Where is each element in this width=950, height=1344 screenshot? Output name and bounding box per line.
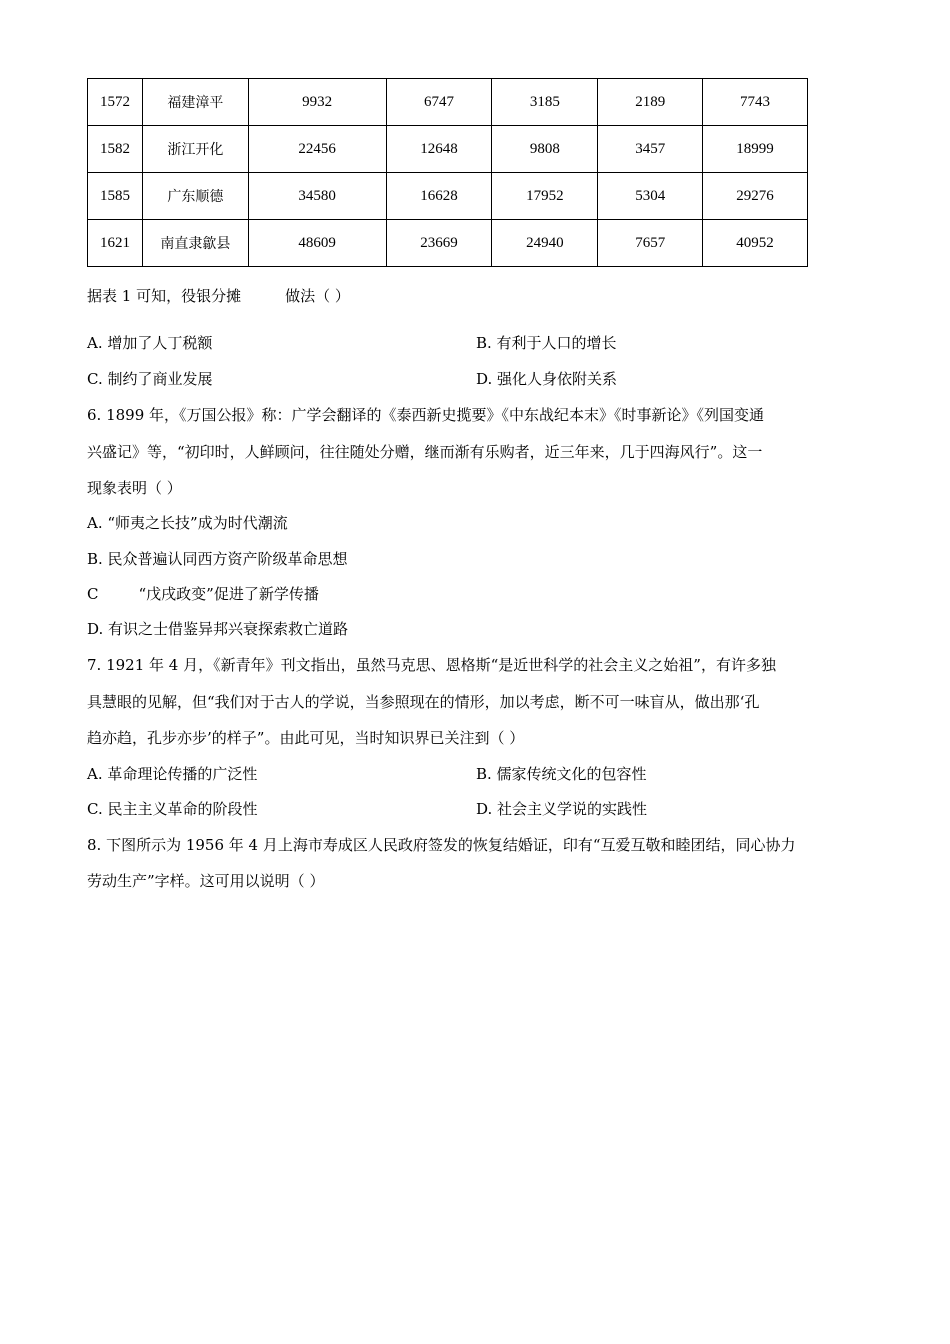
- table-cell: 1572: [88, 79, 143, 126]
- table-cell: 24940: [492, 220, 598, 267]
- table-cell: 5304: [598, 173, 703, 220]
- q6-option-a: A. “师夷之长技”成为时代潮流: [87, 514, 288, 532]
- q7-option-b: B. 儒家传统文化的包容性: [476, 765, 647, 783]
- q5-option-c: C. 制约了商业发展: [87, 370, 213, 388]
- table-cell: 3457: [598, 126, 703, 173]
- q5-option-a: A. 增加了人丁税额: [87, 334, 213, 352]
- table-cell: 1621: [88, 220, 143, 267]
- table-cell: 34580: [248, 173, 386, 220]
- table-cell: 18999: [703, 126, 808, 173]
- table-cell: 浙江开化: [142, 126, 248, 173]
- table-cell: 1582: [88, 126, 143, 173]
- table-cell: 22456: [248, 126, 386, 173]
- q6-option-b: B. 民众普遍认同西方资产阶级革命思想: [87, 550, 348, 568]
- q7-stem-line-1: 7. 1921 年 4 月，《新青年》刊文指出，虽然马克思、恩格斯“是近世科学的社会主义之始祖”，有许多独: [87, 656, 776, 674]
- q7-stem-line-2: 具慧眼的见解，但“我们对于古人的学说，当参照现在的情形，加以考虑，断不可一味盲从，做出那‘孔: [87, 693, 760, 711]
- q7-stem-line-3: 趋亦趋，孔步亦步’的样子”。由此可见，当时知识界已关注到（ ）: [87, 729, 525, 747]
- q5-stem-part-a: 据表 1 可知，役银分摊: [87, 287, 242, 305]
- table-row: [88, 220, 808, 267]
- q7-option-a: A. 革命理论传播的广泛性: [87, 765, 258, 783]
- q8-stem-line-1: 8. 下图所示为 1956 年 4 月上海市寿成区人民政府签发的恢复结婚证，印有“互爱互敬和睦团结，同心协力: [87, 836, 796, 854]
- table-cell: 17952: [492, 173, 598, 220]
- table-cell: 40952: [703, 220, 808, 267]
- q7-option-c: C. 民主主义革命的阶段性: [87, 800, 258, 818]
- table-cell: 2189: [598, 79, 703, 126]
- table-cell: 南直隶歙县: [142, 220, 248, 267]
- table-cell: 3185: [492, 79, 598, 126]
- q5-stem-part-b: 做法（ ）: [285, 287, 350, 305]
- q7-option-d: D. 社会主义学说的实践性: [476, 800, 648, 818]
- table-cell: 1585: [88, 173, 143, 220]
- q8-stem-line-2: 劳动生产”字样。这可用以说明（ ）: [87, 872, 325, 890]
- q6-stem-line-2: 兴盛记》等，“初印时，人鲜顾问，往往随处分赠，继而渐有乐购者，近三年来，几于四海风行”。这一: [87, 443, 763, 461]
- table-cell: 9808: [492, 126, 598, 173]
- q6-stem-line-1: 6. 1899 年，《万国公报》称：广学会翻译的《泰西新史揽要》《中东战纪本末》《时事新论》《列国变通: [87, 406, 765, 424]
- q6-stem-line-3: 现象表明（ ）: [87, 479, 182, 497]
- table-row: [88, 126, 808, 173]
- table-cell: 23669: [386, 220, 492, 267]
- q6-option-c-text: “戊戌政变”促进了新学传播: [138, 585, 319, 603]
- table-cell: 广东顺德: [142, 173, 248, 220]
- table-cell: 9932: [248, 79, 386, 126]
- q6-option-d: D. 有识之士借鉴异邦兴衰探索救亡道路: [87, 620, 349, 638]
- table-cell: 16628: [386, 173, 492, 220]
- table-cell: 7657: [598, 220, 703, 267]
- table-cell: 29276: [703, 173, 808, 220]
- table-row: [88, 173, 808, 220]
- data-table: [87, 78, 808, 267]
- table-cell: 7743: [703, 79, 808, 126]
- table-cell: 12648: [386, 126, 492, 173]
- q6-option-c: [87, 584, 867, 604]
- q5-stem: [87, 286, 867, 306]
- table-cell: 6747: [386, 79, 492, 126]
- q5-option-d: D. 强化人身依附关系: [476, 370, 618, 388]
- q6-option-c-label: C: [87, 585, 99, 603]
- table-row: [88, 79, 808, 126]
- table-cell: 48609: [248, 220, 386, 267]
- q5-option-b: B. 有利于人口的增长: [476, 334, 617, 352]
- table-cell: 福建漳平: [142, 79, 248, 126]
